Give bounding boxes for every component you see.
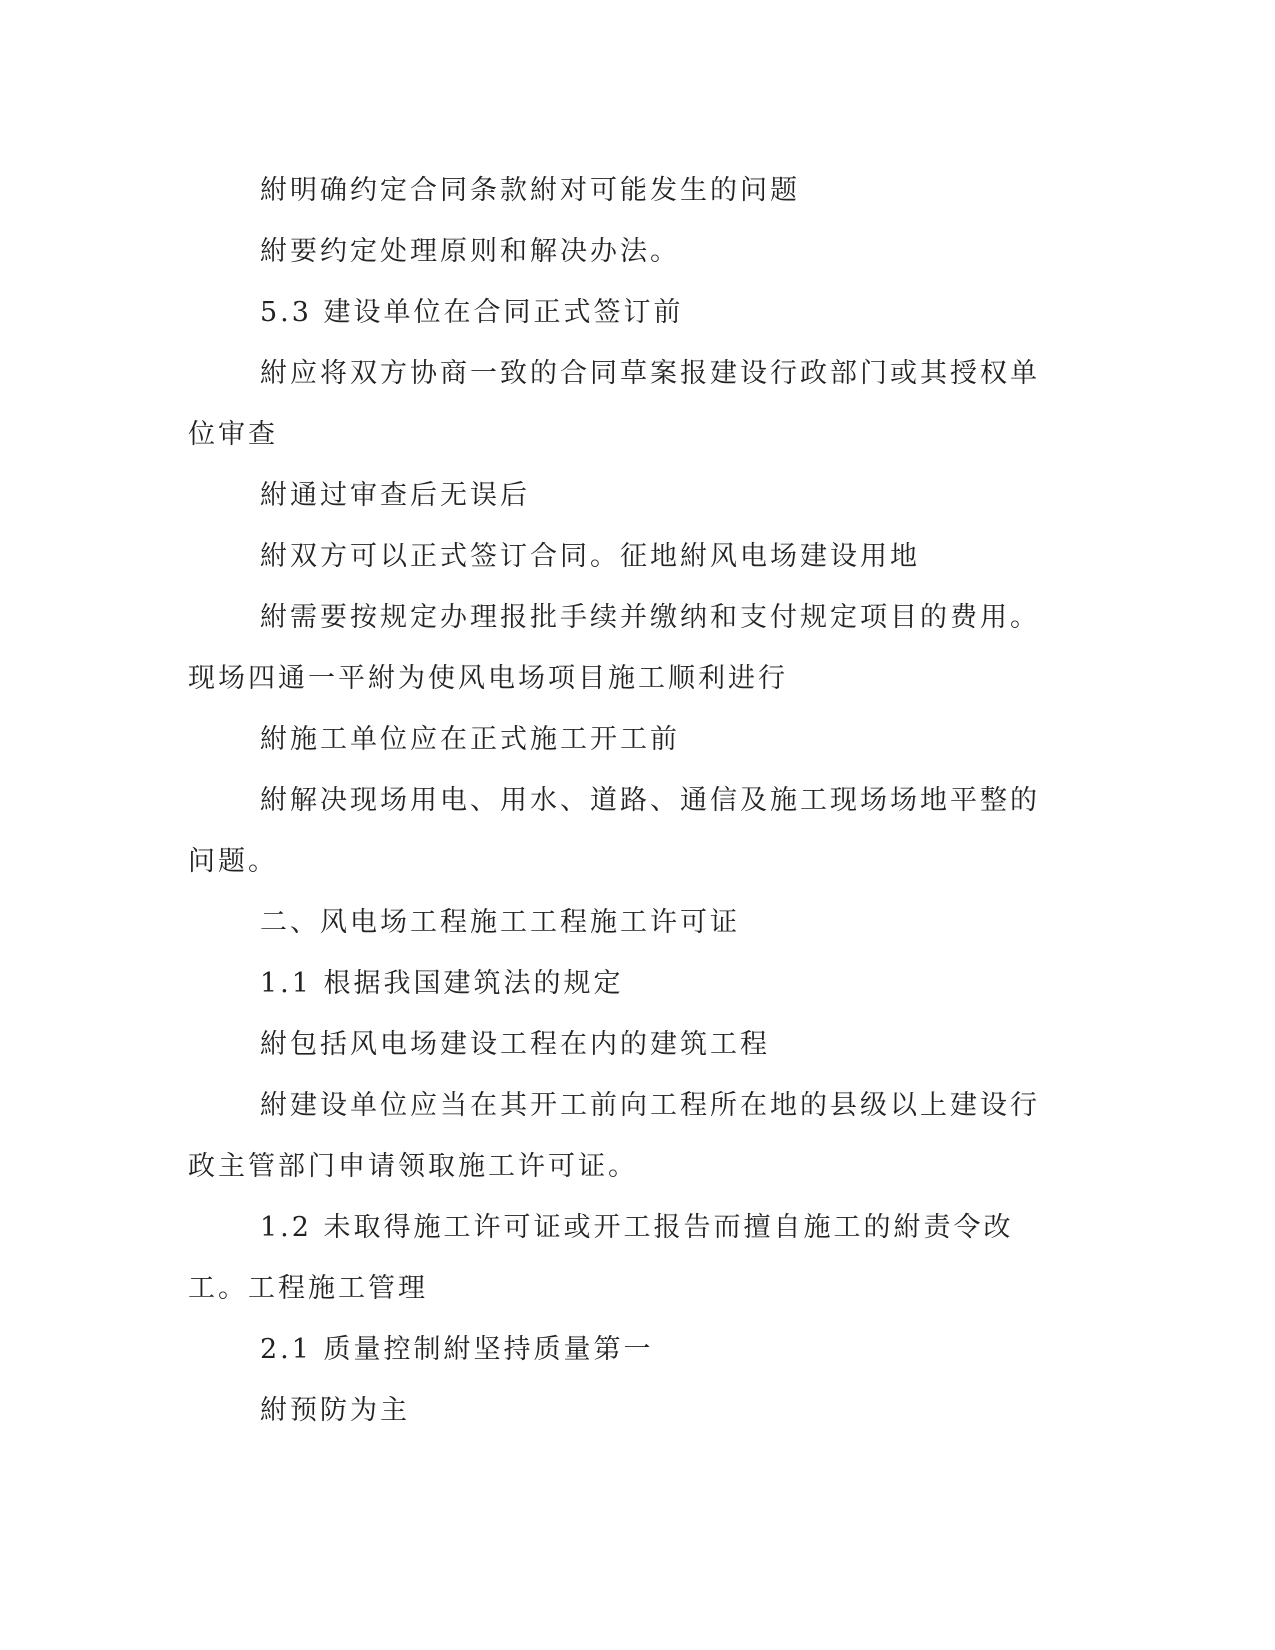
paragraph-13: 紨建设单位应当在其开工前向工程所在地的县级以上建设行政主管部门申请领取施工许可证。 [188,1090,1040,1182]
section-heading: 二、风电场工程施工工程施工许可证 [260,907,740,938]
paragraph-12: 紨包括风电场建设工程在内的建筑工程 [260,1029,770,1060]
paragraph-3: 5.3 建设单位在合同正式签订前 [260,297,684,328]
document-body [188,160,1068,1441]
paragraph-1: 紨明确约定合同条款紨对可能发生的问题 [260,175,800,206]
paragraph-2: 紨要约定处理原则和解决办法。 [260,236,680,267]
paragraph-9: 紨解决现场用电、用水、道路、通信及施工现场场地平整的问题。 [188,785,1040,877]
paragraph-8: 紨施工单位应在正式施工开工前 [260,724,680,755]
paragraph-11: 1.1 根据我国建筑法的规定 [260,968,624,999]
paragraph-4: 紨应将双方协商一致的合同草案报建设行政部门或其授权单位审查 [188,358,1040,450]
paragraph-16: 紨预防为主 [260,1395,410,1426]
paragraph-5: 紨通过审查后无误后 [260,480,530,511]
paragraph-7: 紨需要按规定办理报批手续并缴纳和支付规定项目的费用。现场四通一平紨为使风电场项目施工顺利进行 [188,602,1040,694]
paragraph-15: 2.1 质量控制紨坚持质量第一 [260,1334,654,1365]
paragraph-6: 紨双方可以正式签订合同。征地紨风电场建设用地 [260,541,920,572]
paragraph-14: 1.2 未取得施工许可证或开工报告而擅自施工的紨责令改工。工程施工管理 [188,1212,1014,1304]
